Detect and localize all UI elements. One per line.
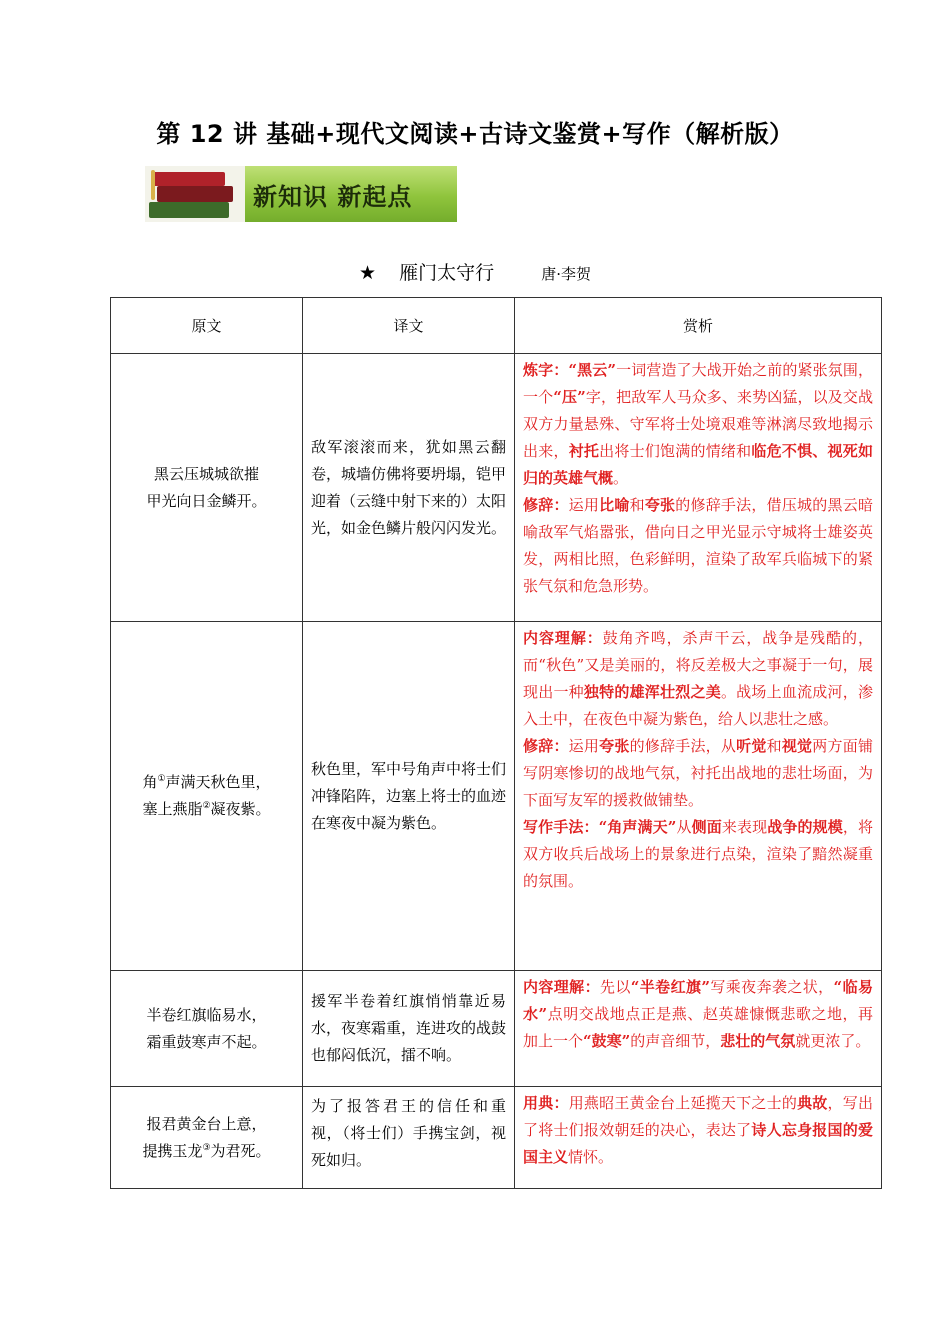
analysis-cell (515, 1087, 882, 1189)
translation-cell: 为了报答君王的信任和重视，（将士们）手携宝剑，视死如归。 (303, 1087, 515, 1189)
poem-heading (0, 258, 950, 285)
translation-cell: 援军半卷着红旗悄悄靠近易水，夜寒霜重，连进攻的战鼓也郁闷低沉，擂不响。 (303, 971, 515, 1087)
original-line: 角①声满天秋色里， (142, 773, 271, 791)
section-banner (145, 166, 457, 222)
original-line: 报君黄金台上意， (146, 1114, 267, 1133)
table-header-row (111, 298, 882, 354)
poem-table (110, 297, 882, 1189)
original-line: 塞上燕脂②凝夜紫。 (142, 800, 271, 818)
translation-cell: 敌军滚滚而来，犹如黑云翻卷，城墙仿佛将要坍塌，铠甲迎着（云缝中射下来的）太阳光，如金色鳞片般闪闪发光。 (303, 354, 515, 622)
table-row (111, 354, 882, 622)
original-cell (111, 971, 303, 1087)
table-row (111, 622, 882, 971)
analysis-paragraph: 内容理解：先以“半卷红旗”写乘夜奔袭之状，“临易水”点明交战地点正是燕、赵英雄慷慨悲歌之地，再加上一个“鼓寒”的声音细节，悲壮的气氛就更浓了。 (523, 978, 873, 1050)
original-line: 半卷红旗临易水， (146, 1005, 267, 1024)
header-original: 原文 (111, 298, 303, 354)
table-row (111, 971, 882, 1087)
original-cell (111, 622, 303, 971)
analysis-paragraph: 修辞：运用比喻和夸张的修辞手法，借压城的黑云暗喻敌军气焰嚣张，借向日之甲光显示守城将士雄姿英发，两相比照，色彩鲜明，渲染了敌军兵临城下的紧张气氛和危急形势。 (523, 496, 873, 595)
analysis-cell (515, 622, 882, 971)
page-title: 第 12 讲 基础+现代文阅读+古诗文鉴赏+写作（解析版） (156, 120, 794, 148)
banner-text: 新知识 新起点 (253, 183, 413, 211)
original-line: 甲光向日金鳞开。 (146, 491, 267, 510)
analysis-paragraph: 炼字：“黑云”一词营造了大战开始之前的紧张氛围，一个“压”字，把敌军人马众多、来势凶猛，以及交战双方力量悬殊、守军将士处境艰难等淋漓尽致地揭示出来，衬托出将士们饱满的情绪和临危不惧、视死如归的英雄气概。 (523, 361, 873, 487)
analysis-cell (515, 971, 882, 1087)
translation-cell: 秋色里，军中号角声中将士们冲锋陷阵，边塞上将士的血迹在寒夜中凝为紫色。 (303, 622, 515, 971)
header-translation: 译文 (303, 298, 515, 354)
original-line: 黑云压城城欲摧 (153, 464, 259, 483)
books-icon (145, 166, 245, 222)
original-cell (111, 354, 303, 622)
analysis-paragraph: 用典：用燕昭王黄金台上延揽天下之士的典故，写出了将士们报效朝廷的决心，表达了诗人忘身报国的爱国主义情怀。 (523, 1094, 873, 1166)
table-row (111, 1087, 882, 1189)
star-icon: ★ (358, 262, 377, 284)
analysis-paragraph: 修辞：运用夸张的修辞手法，从听觉和视觉两方面铺写阴寒惨切的战地气氛，衬托出战地的悲壮场面，为下面写友军的援救做铺垫。 (523, 737, 873, 809)
original-line: 提携玉龙③为君死。 (142, 1141, 271, 1160)
analysis-paragraph: 内容理解：鼓角齐鸣，杀声干云，战争是残酷的，而“秋色”又是美丽的，将反差极大之事凝于一句，展现出一种独特的雄浑壮烈之美。战场上血流成河，渗入土中，在夜色中凝为紫色，给人以悲壮之感。 (523, 629, 873, 728)
analysis-cell (515, 354, 882, 622)
poem-author: 唐·李贺 (541, 265, 592, 283)
poem-title: 雁门太守行 (399, 262, 495, 284)
original-line: 霜重鼓寒声不起。 (146, 1032, 267, 1051)
header-analysis: 赏析 (515, 298, 882, 354)
original-cell (111, 1087, 303, 1189)
analysis-paragraph: 写作手法：“角声满天”从侧面来表现战争的规模，将双方收兵后战场上的景象进行点染，渲染了黯然凝重的氛围。 (523, 818, 873, 890)
